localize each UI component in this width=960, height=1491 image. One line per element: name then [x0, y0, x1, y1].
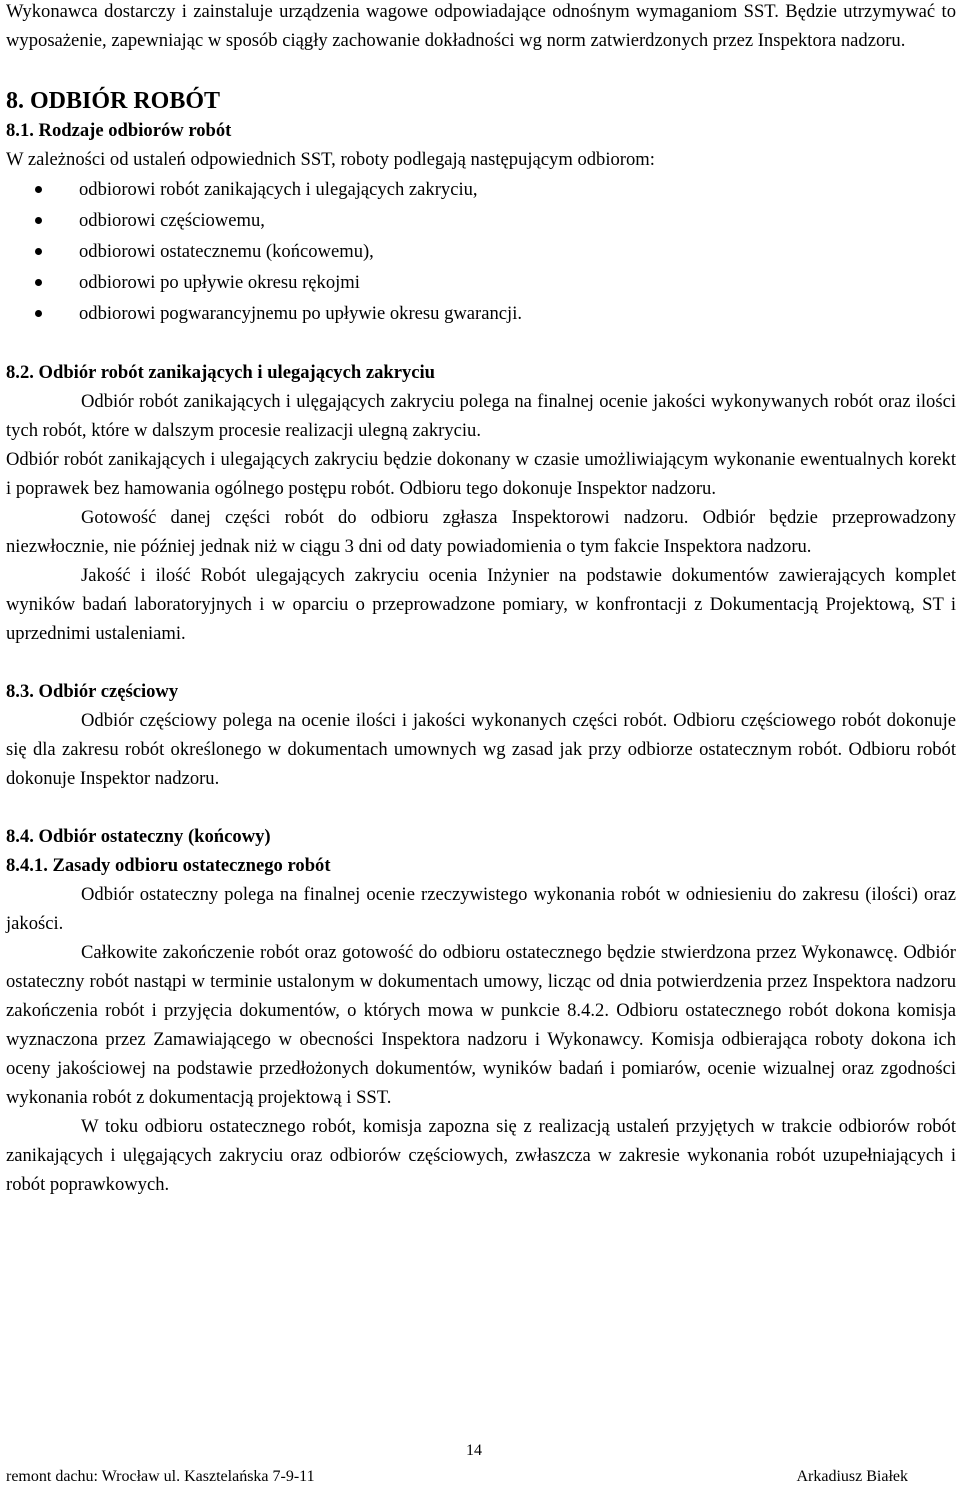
section-8-4-1-paragraph-3: W toku odbioru ostatecznego robót, komisja zapozna się z realizacją ustaleń przyjętych w trakcie odbiorów robót zanikających i ulęgających zakryciu oraz odbiorów częściowych, zwłaszcza w zakresie wykonania robót uzupełniających i robót poprawkowych.: [6, 1116, 956, 1195]
section-8-2-paragraph-3: Gotowość danej części robót do odbioru zgłasza Inspektorowi nadzoru. Odbiór będzie przeprowadzony niezwłocznie, nie później jednak niż w ciągu 3 dni od daty powiadomienia o tym fakcie Inspektora nadzoru.: [6, 507, 956, 557]
list-item: odbiorowi ostatecznemu (końcowemu),: [79, 236, 956, 267]
footer-project: remont dachu: Wrocław ul. Kasztelańska 7-9-11: [6, 1468, 315, 1485]
footer-author: Arkadiusz Białek: [796, 1468, 908, 1485]
list-item: odbiorowi po upływie okresu rękojmi: [79, 267, 956, 298]
section-8-2-heading: 8.2. Odbiór robót zanikających i ulegających zakryciu: [6, 362, 436, 383]
section-8-2-paragraph-2: Odbiór robót zanikających i ulegających zakryciu będzie dokonany w czasie umożliwiającym wykonanie ewentualnych korekt i poprawek bez hamowania ogólnego postępu robót. Odbioru tego dokonuje Inspektor nadzoru.: [6, 449, 956, 499]
intro-paragraph: Wykonawca dostarczy i zainstaluje urządzenia wagowe odpowiadające odnośnym wymaganiom SST. Będzie utrzymywać to wyposażenie, zapewniając w sposób ciągły zachowanie dokładności wg norm zatwierdzonych przez Inspektora nadzoru.: [6, 1, 956, 51]
section-8-3-heading: 8.3. Odbiór częściowy: [6, 681, 179, 702]
list-item: odbiorowi częściowemu,: [79, 205, 956, 236]
section-8-2-paragraph-4: Jakość i ilość Robót ulegających zakryciu ocenia Inżynier na podstawie dokumentów zawierających komplet wyników badań laboratoryjnych i w oparciu o przeprowadzone pomiary, w konfrontacji z Dokumentacją Projektową, ST i uprzednimi ustaleniami.: [6, 565, 956, 644]
page-number: 14: [466, 1442, 482, 1459]
list-item: odbiorowi pogwarancyjnemu po upływie okresu gwarancji.: [79, 298, 956, 329]
section-8-4-1-heading: 8.4.1. Zasady odbioru ostatecznego robót: [6, 855, 331, 876]
section-8-title: 8. ODBIÓR ROBÓT: [6, 88, 221, 114]
section-8-4-heading: 8.4. Odbiór ostateczny (końcowy): [6, 826, 271, 847]
section-8-4-1-paragraph-1: Odbiór ostateczny polega na finalnej ocenie rzeczywistego wykonania robót w odniesieniu do zakresu (ilości) oraz jakości.: [6, 884, 956, 934]
section-8-4-1-paragraph-2: Całkowite zakończenie robót oraz gotowość do odbioru ostatecznego będzie stwierdzona przez Wykonawcę. Odbiór ostateczny robót nastąpi w terminie ustalonym w dokumentach umowy, licząc od dnia potwierdzenia przez Inspektora nadzoru zakończenia robót i przyjęcia dokumentów, o których mowa w punkcie 8.4.2. Odbioru ostatecznego robót dokona komisja wyznaczona przez Zamawiającego w obecności Inspektora nadzoru i Wykonawcy. Komisja odbierająca roboty dokona ich oceny jakościowej na podstawie przedłożonych dokumentów, wyników badań i pomiarów, ocenie wizualnej oraz zgodności wykonania robót z dokumentacją projektową i SST.: [6, 942, 956, 1108]
section-8-1-lead: W zależności od ustaleń odpowiednich SST, roboty podlegają następującym odbiorom:: [6, 149, 655, 170]
document-page: [6, 0, 956, 1199]
receipt-types-list: [6, 174, 956, 329]
section-8-2-paragraph-1: Odbiór robót zanikających i ulęgających zakryciu polega na finalnej ocenie jakości wykonywanych robót oraz ilości tych robót, które w dalszym procesie realizacji ulegną zakryciu.: [6, 391, 956, 441]
section-8-1-heading: 8.1. Rodzaje odbiorów robót: [6, 120, 232, 141]
section-8-3-paragraph-1: Odbiór częściowy polega na ocenie ilości i jakości wykonanych części robót. Odbioru częściowego robót dokonuje się dla zakresu robót określonego w dokumentach umownych wg zasad jak przy odbiorze ostatecznym robót. Odbioru robót dokonuje Inspektor nadzoru.: [6, 710, 956, 789]
list-item: odbiorowi robót zanikających i ulegających zakryciu,: [79, 174, 956, 205]
